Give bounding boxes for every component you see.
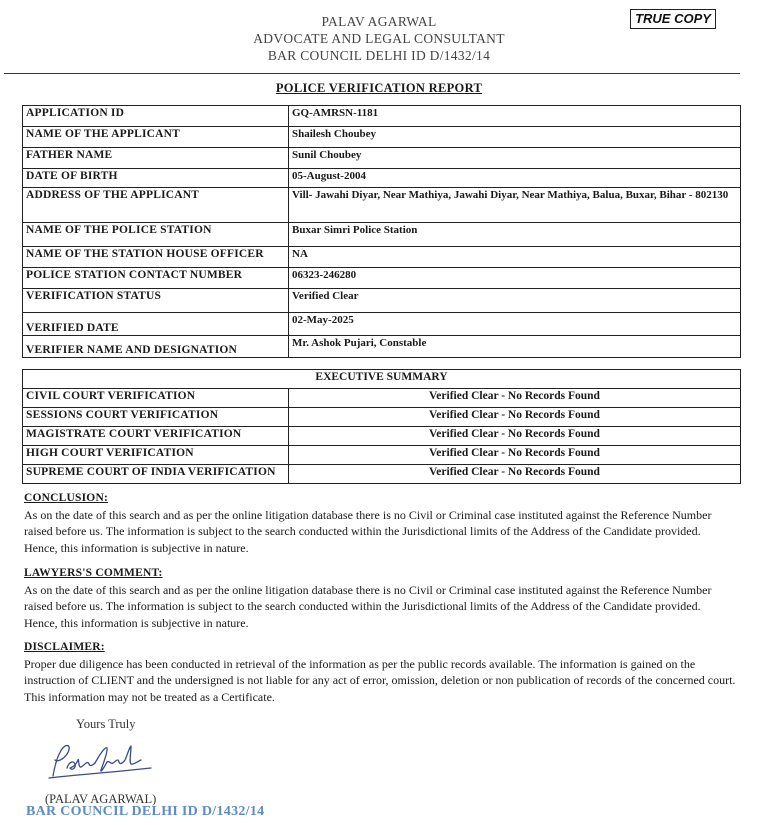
table-header-row	[23, 370, 741, 389]
table-row	[23, 148, 741, 169]
row-value: Verified Clear - No Records Found	[289, 446, 741, 465]
summary-header: EXECUTIVE SUMMARY	[23, 370, 741, 389]
executive-summary-table	[22, 369, 741, 484]
row-value: Verified Clear - No Records Found	[289, 465, 741, 484]
table-row	[23, 268, 741, 289]
conclusion-heading: CONCLUSION:	[24, 492, 108, 504]
row-label: VERIFIER NAME AND DESIGNATION	[23, 336, 289, 358]
table-row	[23, 427, 741, 446]
row-label: VERIFIED DATE	[23, 313, 289, 336]
row-value: Shailesh Choubey	[289, 127, 741, 148]
row-value: NA	[289, 247, 741, 268]
row-value: GQ-AMRSN-1181	[289, 106, 741, 127]
details-table	[22, 105, 741, 358]
table-row	[23, 408, 741, 427]
table-row	[23, 169, 741, 188]
row-label: SESSIONS COURT VERIFICATION	[23, 408, 289, 427]
table-row	[23, 106, 741, 127]
table-row	[23, 313, 741, 336]
lawyers-comment-text: As on the date of this search and as per the online litigation database there is no Civil or Criminal case instituted against the Reference Number raised before us. The information is subject to the search conducted within the Jurisdictional limits of the Address of the Candidate provided. Hence, this information is subjective in nature.	[24, 582, 712, 630]
row-value: Buxar Simri Police Station	[289, 223, 741, 247]
report-title: POLICE VERIFICATION REPORT	[275, 81, 483, 95]
conclusion-text: As on the date of this search and as per the online litigation database there is no Civil or Criminal case instituted against the Reference Number raised before us. The information is subject to the search conducted within the Jurisdictional limits of the Address of the Candidate provided. Hence, this information is subjective in nature.	[24, 507, 712, 555]
row-value: Verified Clear - No Records Found	[289, 408, 741, 427]
table-row	[23, 389, 741, 408]
row-value: Sunil Choubey	[289, 148, 741, 169]
row-label: NAME OF THE STATION HOUSE OFFICER	[23, 247, 289, 268]
table-row	[23, 336, 741, 358]
lawyers-comment-heading: LAWYERS'S COMMENT:	[24, 567, 163, 579]
true-copy-stamp: TRUE COPY	[630, 9, 716, 29]
header-divider	[4, 73, 740, 74]
row-label: APPLICATION ID	[23, 106, 289, 127]
table-row	[23, 188, 741, 223]
row-value: Verified Clear - No Records Found	[289, 389, 741, 408]
advocate-title: ADVOCATE AND LEGAL CONSULTANT	[253, 31, 505, 46]
table-row	[23, 465, 741, 484]
row-value: 05-August-2004	[289, 169, 741, 188]
row-label: FATHER NAME	[23, 148, 289, 169]
row-label: HIGH COURT VERIFICATION	[23, 446, 289, 465]
row-label: CIVIL COURT VERIFICATION	[23, 389, 289, 408]
closing-salutation: Yours Truly	[76, 717, 136, 731]
row-label: NAME OF THE APPLICANT	[23, 127, 289, 148]
disclaimer-section	[24, 639, 736, 705]
lawyers-comment-section	[24, 565, 736, 631]
advocate-name: PALAV AGARWAL	[321, 14, 437, 29]
table-row	[23, 223, 741, 247]
row-label: VERIFICATION STATUS	[23, 289, 289, 313]
row-label: DATE OF BIRTH	[23, 169, 289, 188]
row-value: Vill- Jawahi Diyar, Near Mathiya, Jawahi Diyar, Near Mathiya, Balua, Buxar, Bihar - 802130	[289, 188, 741, 223]
row-label: NAME OF THE POLICE STATION	[23, 223, 289, 247]
signatory-bar-id: BAR COUNCIL DELHI ID D/1432/14	[26, 804, 265, 819]
row-value: 02-May-2025	[289, 313, 741, 336]
table-row	[23, 247, 741, 268]
row-value: Verified Clear - No Records Found	[289, 427, 741, 446]
signatory-name: (PALAV AGARWAL)	[45, 792, 157, 806]
bar-council-id: BAR COUNCIL DELHI ID D/1432/14	[267, 48, 491, 63]
table-row	[23, 289, 741, 313]
row-label: MAGISTRATE COURT VERIFICATION	[23, 427, 289, 446]
row-value: 06323-246280	[289, 268, 741, 289]
row-label: SUPREME COURT OF INDIA VERIFICATION	[23, 465, 289, 484]
handwritten-signature-icon	[45, 738, 155, 784]
disclaimer-heading: DISCLAIMER:	[24, 641, 105, 653]
conclusion-section	[24, 490, 736, 556]
row-value: Mr. Ashok Pujari, Constable	[289, 336, 741, 358]
row-label: ADDRESS OF THE APPLICANT	[23, 188, 289, 223]
table-row	[23, 127, 741, 148]
disclaimer-text: Proper due diligence has been conducted in retrieval of the information as per the public records available. The information is gained on the instruction of CLIENT and the undersigned is not liable for any act of error, omission, deletion or non publication of records of the concerned court. This information may not be treated as a Certificate.	[24, 656, 736, 704]
row-value: Verified Clear	[289, 289, 741, 313]
row-label: POLICE STATION CONTACT NUMBER	[23, 268, 289, 289]
table-row	[23, 446, 741, 465]
